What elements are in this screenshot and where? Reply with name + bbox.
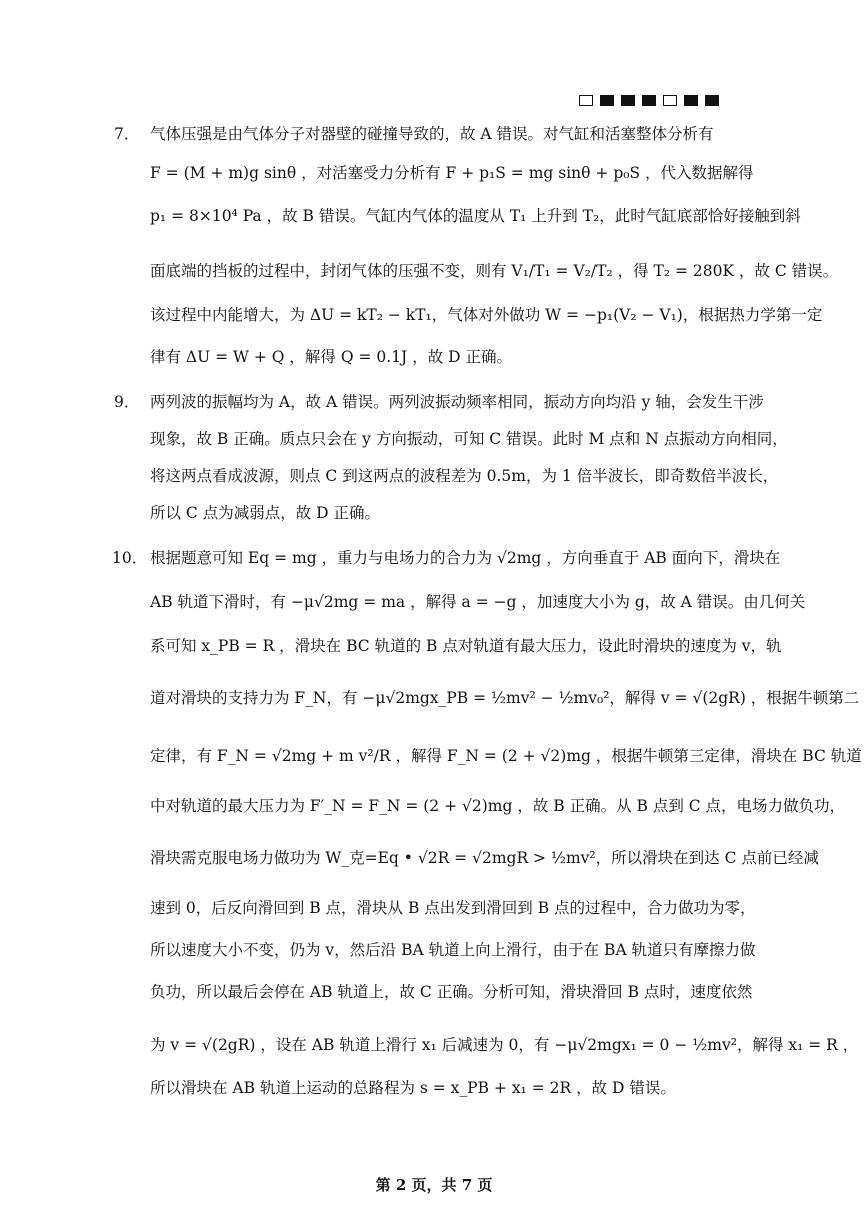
solution-line: 所以滑块在 AB 轨道上运动的总路程为 s = x_PB + x₁ = 2R ，故 D 错误。 xyxy=(150,1079,676,1097)
solution-line: 道对滑块的支持力为 F_N，有 −μ√2mgx_PB = ½mv² − ½mv₀²，解得 v = √(2gR) ，根据牛顿第二 xyxy=(150,689,860,707)
solution-line: 两列波的振幅均为 A，故 A 错误。两列波振动频率相同，振动方向均沿 y 轴，会发生干涉 xyxy=(150,393,764,411)
solution-line: AB 轨道下滑时，有 −μ√2mg = ma ，解得 a = −g ，加速度大小为 g，故 A 错误。由几何关 xyxy=(150,593,806,611)
solutions-content xyxy=(112,118,862,1118)
problem-number: 10． xyxy=(112,549,148,567)
problem-number: 9． xyxy=(114,393,140,411)
solution-line: 该过程中内能增大，为 ΔU = kT₂ − kT₁，气体对外做功 W = −p₁(V₂ − V₁)，根据热力学第一定 xyxy=(150,306,823,324)
header-marks xyxy=(579,95,719,106)
solution-line: 所以 C 点为减弱点，故 D 正确。 xyxy=(150,504,380,522)
header-mark-filled xyxy=(642,95,656,106)
solution-line: F = (M + m)g sinθ ，对活塞受力分析有 F + p₁S = mg sinθ + p₀S ，代入数据解得 xyxy=(150,164,754,182)
solution-line: 根据题意可知 Eq = mg ，重力与电场力的合力为 √2mg ，方向垂直于 AB 面向下，滑块在 xyxy=(150,549,781,567)
header-mark-outline xyxy=(579,95,593,106)
problem-9 xyxy=(114,386,788,534)
page-footer: 第 2 页，共 7 页 xyxy=(375,1176,493,1194)
solution-line: 面底端的挡板的过程中，封闭气体的压强不变，则有 V₁/T₁ = V₂/T₂ ，得 T₂ = 280K ，故 C 错误。 xyxy=(150,262,839,280)
solution-line: 所以速度大小不变，仍为 v，然后沿 BA 轨道上向上滑行，由于在 BA 轨道只有摩擦力做 xyxy=(150,941,756,959)
header-mark-filled xyxy=(600,95,614,106)
solution-line: 律有 ΔU = W + Q ，解得 Q = 0.1J ，故 D 正确。 xyxy=(150,348,512,366)
problem-7 xyxy=(114,118,839,378)
solution-line: 滑块需克服电场力做功为 W_克=Eq • √2R = √2mgR > ½mv²，所以滑块在到达 C 点前已经减 xyxy=(150,849,819,867)
solution-line: 定律，有 F_N = √2mg + m v²/R ，解得 F_N = (2 + √2)mg ，根据牛顿第三定律，滑块在 BC 轨道 xyxy=(150,747,862,765)
header-mark-filled xyxy=(705,95,719,106)
solution-line: 速到 0，后反向滑回到 B 点，滑块从 B 点出发到滑回到 B 点的过程中，合力做功为零， xyxy=(150,899,756,917)
problem-number: 7． xyxy=(114,125,140,143)
solution-line: 为 v = √(2gR) ，设在 AB 轨道上滑行 x₁ 后减速为 0，有 −μ√2mgx₁ = 0 − ½mv²，解得 x₁ = R ， xyxy=(150,1036,859,1054)
solution-line: 气体压强是由气体分子对器壁的碰撞导致的，故 A 错误。对气缸和活塞整体分析有 xyxy=(150,125,714,143)
solution-line: 中对轨道的最大压力为 F′_N = F_N = (2 + √2)mg ，故 B 正确。从 B 点到 C 点，电场力做负功， xyxy=(150,797,846,815)
solution-line: 现象，故 B 正确。质点只会在 y 方向振动，可知 C 错误。此时 M 点和 N 点振动方向相同， xyxy=(150,430,788,448)
solution-line: p₁ = 8×10⁴ Pa ，故 B 错误。气缸内气体的温度从 T₁ 上升到 T₂，此时气缸底部恰好接触到斜 xyxy=(150,207,801,225)
header-mark-filled xyxy=(621,95,635,106)
problem-10 xyxy=(112,542,862,1112)
solution-line: 负功，所以最后会停在 AB 轨道上，故 C 正确。分析可知，滑块滑回 B 点时，速度依然 xyxy=(150,983,753,1001)
solution-line: 将这两点看成波源，则点 C 到这两点的波程差为 0.5m，为 1 倍半波长，即奇数倍半波长， xyxy=(150,467,779,485)
solution-line: 系可知 x_PB = R ，滑块在 BC 轨道的 B 点对轨道有最大压力，设此时滑块的速度为 v，轨 xyxy=(150,637,782,655)
header-mark-filled xyxy=(684,95,698,106)
header-mark-outline xyxy=(663,95,677,106)
